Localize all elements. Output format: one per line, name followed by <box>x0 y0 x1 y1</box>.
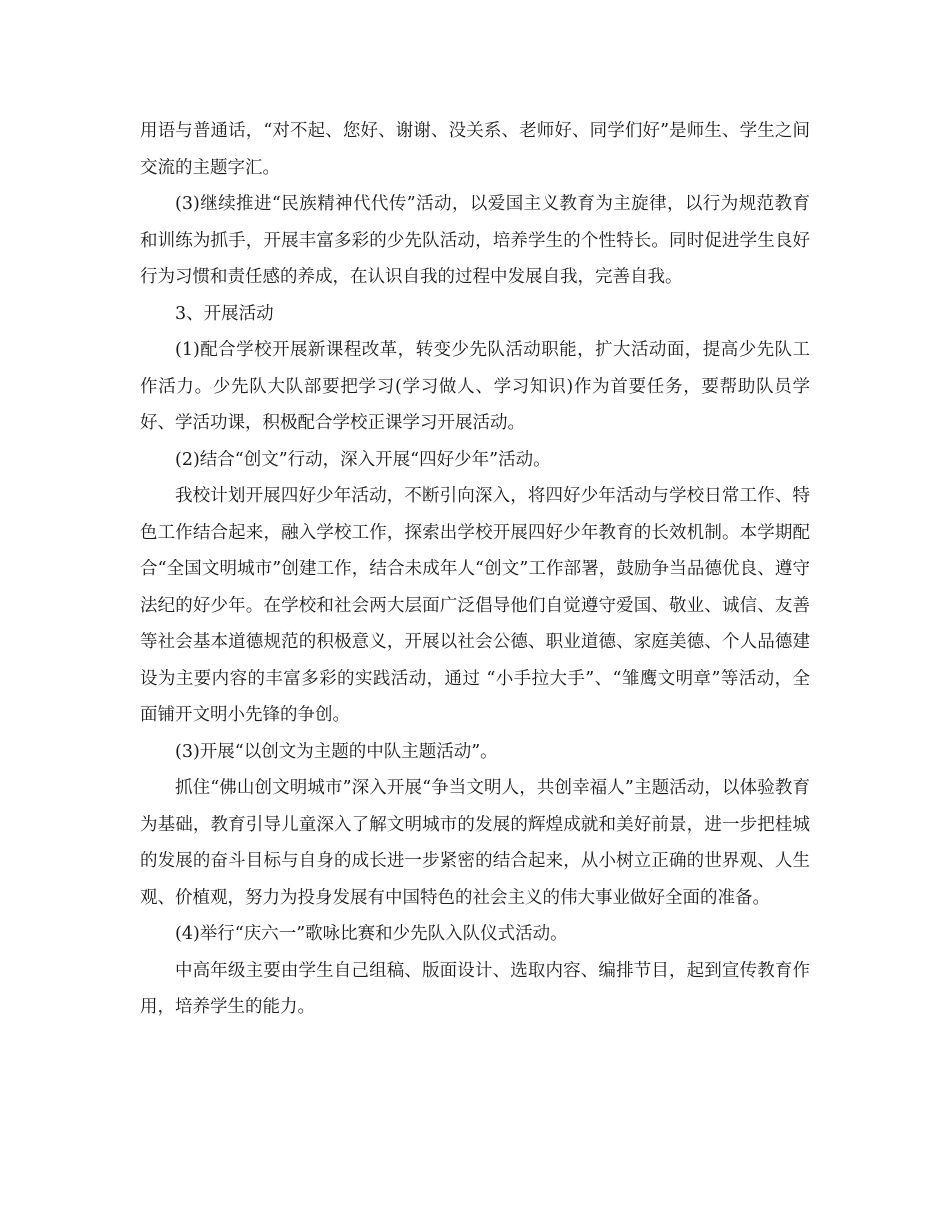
section-heading-activities: 3、开展活动 <box>175 303 274 324</box>
paragraph-four-good-youth-heading: (2)结合“创文”行动，深入开展“四好少年”活动。 <box>175 449 551 470</box>
paragraph-four-good-youth: 我校计划开展四好少年活动，不断引向深入，将四好少年活动与学校日常工作、特色工作结合起来，融入学校工作，探索出学校开展四好少年教育的长效机制。本学期配合“全国文明城市”创建工作，结合未成年人“创文”工作部署，鼓励争当品德优良、遵守法纪的好少年。在学校和社会两大层面广泛倡导他们自觉遵守爱国、敬业、诚信、友善等社会基本道德规范的积极意义，开展以社会公德、职业道德、家庭美德、个人品德建设为主要内容的丰富多彩的实践活动，通过 “小手拉大手”、“雏鹰文明章”等活动，全面铺开文明小先锋的争创。 <box>140 486 810 725</box>
paragraph-civilized-city: 抓住“佛山创文明城市”深入开展“争当文明人，共创幸福人”主题活动，以体验教育为基础，教育引导儿童深入了解文明城市的发展的辉煌成就和美好前景，进一步把桂城的发展的奋斗目标与自身的成长进一步紧密的结合起来，从小树立正确的世界观、人生观、价植观，努力为投身发展有中国特色的社会主义的伟大事业做好全面的准备。 <box>140 778 810 908</box>
paragraph-national-spirit: (3)继续推进“民族精神代代传”活动，以爱国主义教育为主旋律，以行为规范教育和训练为抓手，开展丰富多彩的少先队活动，培养学生的个性特长。同时促进学生良好行为习惯和责任感的养成，在认识自我的过程中发展自我，完善自我。 <box>140 194 810 287</box>
paragraph-continuation: 用语与普通话，“对不起、您好、谢谢、没关系、老师好、同学们好”是师生、学生之间交流的主题字汇。 <box>140 121 810 178</box>
document-body <box>140 113 810 1026</box>
paragraph-squad-theme-heading: (3)开展“以创文为主题的中队主题活动”。 <box>175 741 498 762</box>
paragraph-student-organized: 中高年级主要由学生自己组稿、版面设计、选取内容、编排节目，起到宣传教育作用，培养学生的能力。 <box>140 960 810 1017</box>
paragraph-childrens-day-heading: (4)举行“庆六一”歌咏比赛和少先队入队仪式活动。 <box>175 924 568 944</box>
paragraph-curriculum-reform: (1)配合学校开展新课程改革，转变少先队活动职能，扩大活动面，提高少先队工作活力。少先队大队部要把学习(学习做人、学习知识)作为首要任务，要帮助队员学好、学活功课，积极配合学校正课学习开展活动。 <box>140 340 810 433</box>
